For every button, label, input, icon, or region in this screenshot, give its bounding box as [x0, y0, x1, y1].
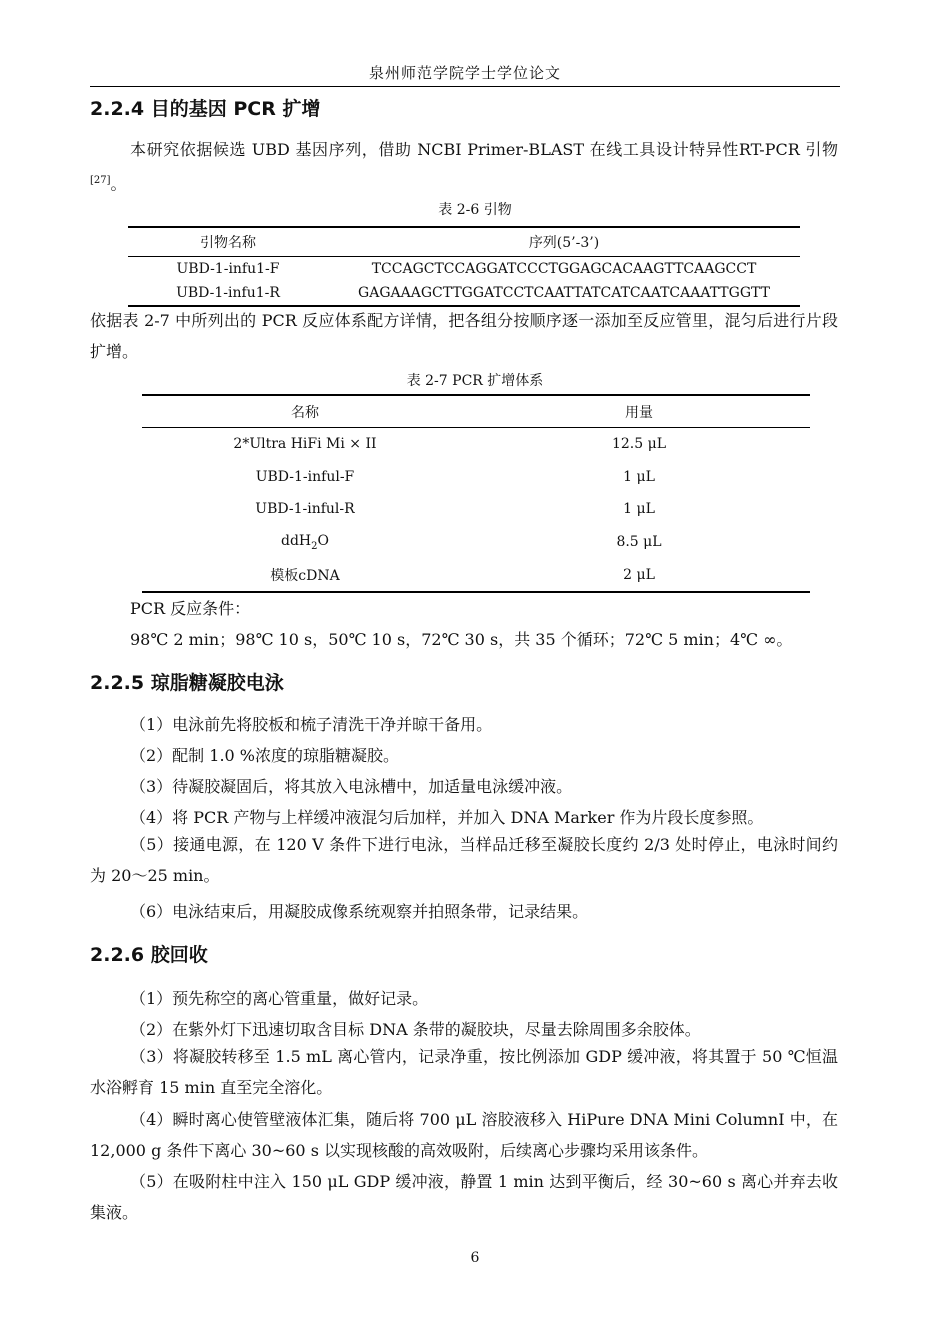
- section-heading-2-2-6: 2.2.6 胶回收: [90, 944, 208, 966]
- gel-step-1: （1）电泳前先将胶板和梳子清洗干净并晾干备用。: [130, 715, 493, 734]
- citation-ref: [27]: [90, 175, 111, 186]
- recovery-step-3: （3）将凝胶转移至 1.5 mL 离心管内，记录净重，按比例添加 GDP 缓冲液，将其置于 50 ℃恒温水浴孵育 15 min 直至完全溶化。: [90, 1047, 838, 1097]
- column-header-sequence: 序列(5’-3’): [328, 227, 800, 257]
- reaction-paragraph: 依据表 2-7 中所列出的 PCR 反应体系配方详情，把各组分按顺序逐一添加至反应管里，混匀后进行片段扩增。: [90, 311, 838, 361]
- component-amount-cell: 8.5 μL: [616, 534, 662, 551]
- column-header-primer-name: 引物名称: [128, 227, 328, 257]
- component-amount-cell: 12.5 μL: [611, 436, 667, 453]
- component-name-cell: [142, 526, 468, 559]
- table-row: [142, 526, 810, 559]
- gel-step-2: （2）配制 1.0 %浓度的琼脂糖凝胶。: [130, 746, 400, 765]
- table-row: [142, 428, 810, 461]
- ddh2o-base: ddH: [281, 532, 312, 549]
- table-row: [142, 493, 810, 526]
- intro-text: 本研究依据候选 UBD 基因序列，借助 NCBI Primer-BLAST 在线工具设计特异性RT-PCR 引物: [130, 140, 838, 159]
- column-header-name: 名称: [142, 395, 468, 428]
- pcr-system-table: [142, 394, 810, 593]
- section-heading-2-2-4: 2.2.4 目的基因 PCR 扩增: [90, 98, 321, 120]
- primer-table: [128, 226, 800, 307]
- table-row: [128, 257, 800, 282]
- primer-name-cell: UBD-1-infu1-F: [176, 261, 280, 277]
- page-number: 6: [470, 1250, 480, 1266]
- primer-sequence-cell: TCCAGCTCCAGGATCCCTGGAGCACAAGTTCAAGCCT: [371, 261, 757, 277]
- component-name-cell: 2*Ultra HiFi Mi × II: [233, 436, 377, 453]
- gel-step-4: （4）将 PCR 产物与上样缓冲液混匀后加样，并加入 DNA Marker 作为片段长度参照。: [130, 808, 764, 827]
- component-amount-cell: 1 μL: [623, 501, 655, 518]
- recovery-step-4: （4）瞬时离心使管壁液体汇集，随后将 700 μL 溶胶液移入 HiPure DNA Mini ColumnI 中，在 12,000 g 条件下离心 30~60 s 以实现核酸的高效吸附，后续离心步骤均采用该条件。: [90, 1110, 838, 1160]
- primer-sequence-cell: GAGAAAGCTTGGATCCTCAATTATCATCAATCAAATTGGTT: [358, 285, 770, 301]
- table-header-row: [142, 395, 810, 428]
- pcr-conditions-label: PCR 反应条件：: [130, 599, 251, 618]
- recovery-step-1: （1）预先称空的离心管重量，做好记录。: [130, 989, 429, 1008]
- recovery-step-2: （2）在紫外灯下迅速切取含目标 DNA 条带的凝胶块，尽量去除周围多余胶体。: [130, 1020, 701, 1039]
- ddh2o-subscript: 2: [311, 540, 318, 552]
- section-heading-2-2-5: 2.2.5 琼脂糖凝胶电泳: [90, 672, 284, 694]
- gel-step-5: （5）接通电源，在 120 V 条件下进行电泳，当样品迁移至凝胶长度约 2/3 处时停止，电泳时间约为 20～25 min。: [90, 835, 838, 885]
- table-2-7-caption: 表 2-7 PCR 扩增体系: [406, 373, 544, 389]
- component-amount-cell: 2 μL: [623, 566, 655, 583]
- gel-step-6: （6）电泳结束后，用凝胶成像系统观察并拍照条带，记录结果。: [130, 902, 589, 921]
- gel-step-3: （3）待凝胶凝固后，将其放入电泳槽中，加适量电泳缓冲液。: [130, 777, 573, 796]
- primer-name-cell: UBD-1-infu1-R: [176, 285, 280, 301]
- table-row: [142, 558, 810, 592]
- ddh2o-tail: O: [317, 532, 329, 549]
- pcr-conditions-text: 98℃ 2 min；98℃ 10 s，50℃ 10 s，72℃ 30 s，共 35 个循环；72℃ 5 min；4℃ ∞。: [130, 630, 793, 649]
- component-name-cell: UBD-1-inful-F: [255, 468, 355, 485]
- component-name-cell: UBD-1-inful-R: [255, 501, 355, 518]
- table-header-row: [128, 227, 800, 257]
- component-name-cell: 模板cDNA: [270, 567, 340, 584]
- running-header: 泉州师范学院学士学位论文: [368, 64, 561, 82]
- table-row: [142, 461, 810, 494]
- intro-end: 。: [110, 174, 127, 194]
- column-header-amount: 用量: [468, 395, 810, 428]
- intro-paragraph: [90, 134, 838, 199]
- table-2-6-caption: 表 2-6 引物: [438, 202, 512, 218]
- header-rule: [90, 86, 840, 87]
- table-row: [128, 281, 800, 306]
- component-amount-cell: 1 μL: [623, 468, 655, 485]
- recovery-step-5: （5）在吸附柱中注入 150 μL GDP 缓冲液，静置 1 min 达到平衡后，经 30~60 s 离心并弃去收集液。: [90, 1172, 838, 1222]
